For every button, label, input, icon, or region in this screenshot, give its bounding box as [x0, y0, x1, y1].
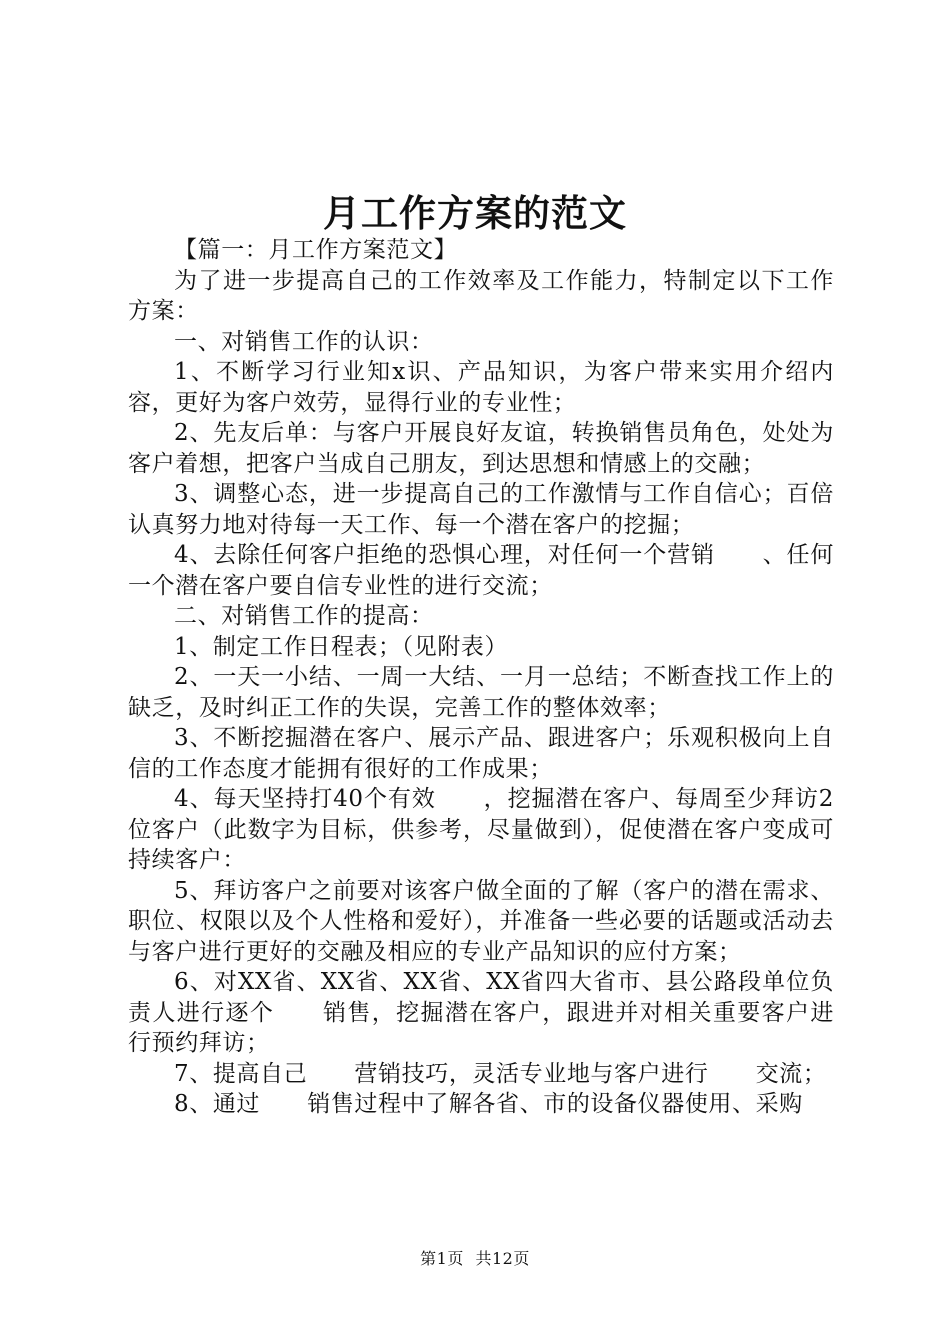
- subsection-heading: 一、对销售工作的认识：: [174, 328, 434, 355]
- list-item: 4、每天坚持打40个有效 ，挖掘潜在客户、每周至少拜访2位客户（此数字为目标，供参考，尽量做到），促使潜在客户变成可持续客户：: [128, 786, 834, 873]
- page-footer: [0, 1246, 950, 1269]
- list-item: 7、提高自己 营销技巧，灵活专业地与客户进行 交流；: [174, 1060, 827, 1087]
- list-item: 1、制定工作日程表；（见附表）: [174, 633, 509, 660]
- list-item: 6、对XX省、XX省、XX省、XX省四大省市、县公路段单位负责人进行逐个 销售，挖掘潜在客户，跟进并对相关重要客户进行预约拜访；: [128, 969, 834, 1056]
- document-body: [128, 235, 834, 1120]
- list-item: 4、去除任何客户拒绝的恐惧心理，对任何一个营销 、任何一个潜在客户要自信专业性的进行交流；: [128, 542, 834, 599]
- page-number: 第1页: [420, 1249, 464, 1268]
- list-item: 2、一天一小结、一周一大结、一月一总结；不断查找工作上的缺乏，及时纠正工作的失误，完善工作的整体效率；: [128, 664, 834, 721]
- body-paragraph: 为了进一步提高自己的工作效率及工作能力，特制定以下工作方案：: [128, 267, 834, 324]
- list-item: 3、不断挖掘潜在客户、展示产品、跟进客户；乐观积极向上自信的工作态度才能拥有很好的工作成果；: [128, 725, 834, 782]
- list-item: 2、先友后单：与客户开展良好友谊，转换销售员角色，处处为客户着想，把客户当成自己朋友，到达思想和情感上的交融；: [128, 420, 834, 477]
- section-heading: 【篇一：月工作方案范文】: [174, 237, 458, 263]
- document-title: 月工作方案的范文: [323, 191, 627, 235]
- list-item: 3、调整心态，进一步提高自己的工作激情与工作自信心；百倍认真努力地对待每一天工作、每一个潜在客户的挖掘；: [128, 481, 834, 538]
- list-item: 8、通过 销售过程中了解各省、市的设备仪器使用、采购: [174, 1091, 803, 1117]
- page-total: 共12页: [475, 1249, 530, 1268]
- list-item: 1、不断学习行业知x识、产品知识，为客户带来实用介绍内容，更好为客户效劳，显得行业的专业性；: [128, 359, 834, 416]
- subsection-heading: 二、对销售工作的提高：: [174, 603, 434, 629]
- list-item: 5、拜访客户之前要对该客户做全面的了解（客户的潜在需求、职位、权限以及个人性格和爱好），并准备一些必要的话题或活动去与客户进行更好的交融及相应的专业产品知识的应付方案；: [128, 877, 834, 965]
